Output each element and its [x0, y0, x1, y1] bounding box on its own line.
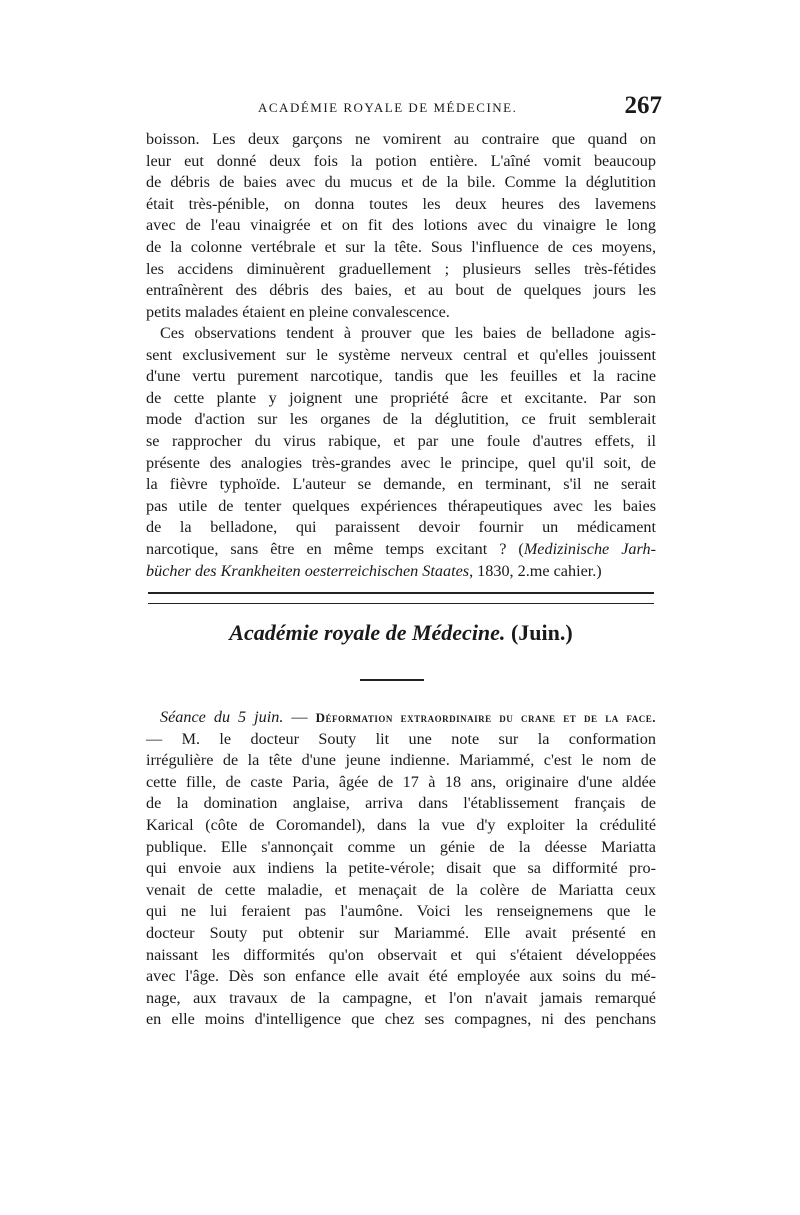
dash: — [283, 708, 316, 726]
text-line [146, 707, 656, 729]
text-line: nage, aux travaux de la campagne, et l'on n'avait jamais remarqué [146, 988, 656, 1007]
text-line: de cette plante y joignent une propriété âcre et excitante. Par son [146, 388, 656, 407]
text-line: était très-pénible, on donna toutes les deux heures des lavemens [146, 194, 656, 213]
text-line: entraînèrent des débris des baies, et au bout de quelques jours les [146, 281, 656, 300]
text-line: présente des analogies très-grandes avec le principe, quel qu'il soit, de [146, 453, 656, 472]
text-line: irrégulière de la tête d'une jeune indienne. Mariammé, c'est le nom de [146, 751, 656, 770]
text-line [146, 561, 656, 583]
title-underline-rule [360, 679, 424, 681]
text-line: de la colonne vertébrale et sur la tête. Sous l'influence de ces moyens, [146, 237, 656, 256]
text-line: — M. le docteur Souty lit une note sur la conformation [146, 729, 656, 748]
citation-tail: , 1830, 2.me cahier.) [469, 561, 602, 580]
text-line: publique. Elle s'annonçait comme un génie de la déesse Mariatta [146, 837, 656, 856]
text-line: qui envoie aux indiens la petite-vérole; disait que sa difformité pro- [146, 859, 656, 878]
text-line: Ces observations tendent à prouver que les baies de belladone agis- [160, 324, 656, 342]
text-line: mode d'action sur les organes de la déglutition, ce fruit semblerait [146, 410, 656, 429]
text-line: leur eut donné deux fois la potion entière. L'aîné vomit beaucoup [146, 151, 656, 170]
section-title-month: (Juin.) [505, 620, 573, 645]
page-number: 267 [624, 92, 662, 119]
text-line: Karical (côte de Coromandel), dans la vue d'y exploiter la crédulité [146, 815, 656, 834]
journal-title-fragment: bücher des Krankheiten oesterreichischen Staates [146, 561, 470, 580]
text-line: d'une vertu purement narcotique, tandis que les feuilles et la racine [146, 367, 656, 386]
seance-date: Séance du 5 juin. [160, 708, 284, 726]
text-line: la fièvre typhoïde. L'auteur se demande, en terminant, s'il ne serait [146, 475, 656, 494]
text-line: sent exclusivement sur le système nerveux central et qu'elles jouissent [146, 345, 656, 364]
running-head: ACADÉMIE ROYALE DE MÉDECINE. [258, 100, 518, 115]
text-line: boisson. Les deux garçons ne vomirent au contraire que quand on [146, 130, 656, 148]
text-line: docteur Souty put obtenir sur Mariammé. Elle avait présenté en [146, 923, 656, 942]
text-line: avec l'âge. Dès son enfance elle avait été employée aux soins du mé- [146, 967, 656, 986]
paragraph-observations [146, 323, 656, 582]
text-line: les accidens diminuèrent graduellement ; plusieurs selles très-fétides [146, 259, 656, 278]
text-line: de la domination anglaise, arriva dans l'établissement français de [146, 794, 656, 813]
text-line: venait de cette maladie, et menaçait de la colère de Mariatta ceux [146, 880, 656, 899]
section-title-name: Académie royale de Médecine. [229, 620, 506, 645]
report-heading: Déformation extraordinaire du crane et de la face. [315, 710, 657, 725]
section-title [146, 620, 656, 646]
text-line: cette fille, de caste Paria, âgée de 17 à 18 ans, originaire d'une aldée [146, 772, 656, 791]
text-line: de la belladone, qui paraissent devoir fournir un médicament [146, 518, 656, 537]
section-divider-rule [148, 592, 654, 604]
text-line: petits malades étaient en pleine convalescence. [146, 302, 450, 321]
text-line: se rapprocher du virus rabique, et par une foule d'autres effets, il [146, 431, 656, 450]
paragraph-continuation [146, 129, 656, 323]
text-fragment: narcotique, sans être en même temps excitant ? ( [146, 539, 524, 558]
journal-title-fragment: Medizinische Jarh- [523, 539, 656, 558]
text-line: en elle moins d'intelligence que chez ses compagnes, ni des penchans [146, 1010, 656, 1029]
text-line: qui ne lui feraient pas l'aumône. Voici les renseignemens que le [146, 902, 656, 921]
text-line: pas utile de tenter quelques expériences thérapeutiques avec les baies [146, 496, 656, 515]
paragraph-seance [146, 707, 656, 1031]
text-line: naissant les difformités qu'on observait et qui s'étaient développées [146, 945, 656, 964]
text-line: avec de l'eau vinaigrée et on fit des lotions avec du vinaigre le long [146, 216, 656, 235]
page-header [146, 92, 662, 126]
text-line [146, 539, 656, 561]
text-line: de débris de baies avec du mucus et de la bile. Comme la déglutition [146, 173, 656, 192]
